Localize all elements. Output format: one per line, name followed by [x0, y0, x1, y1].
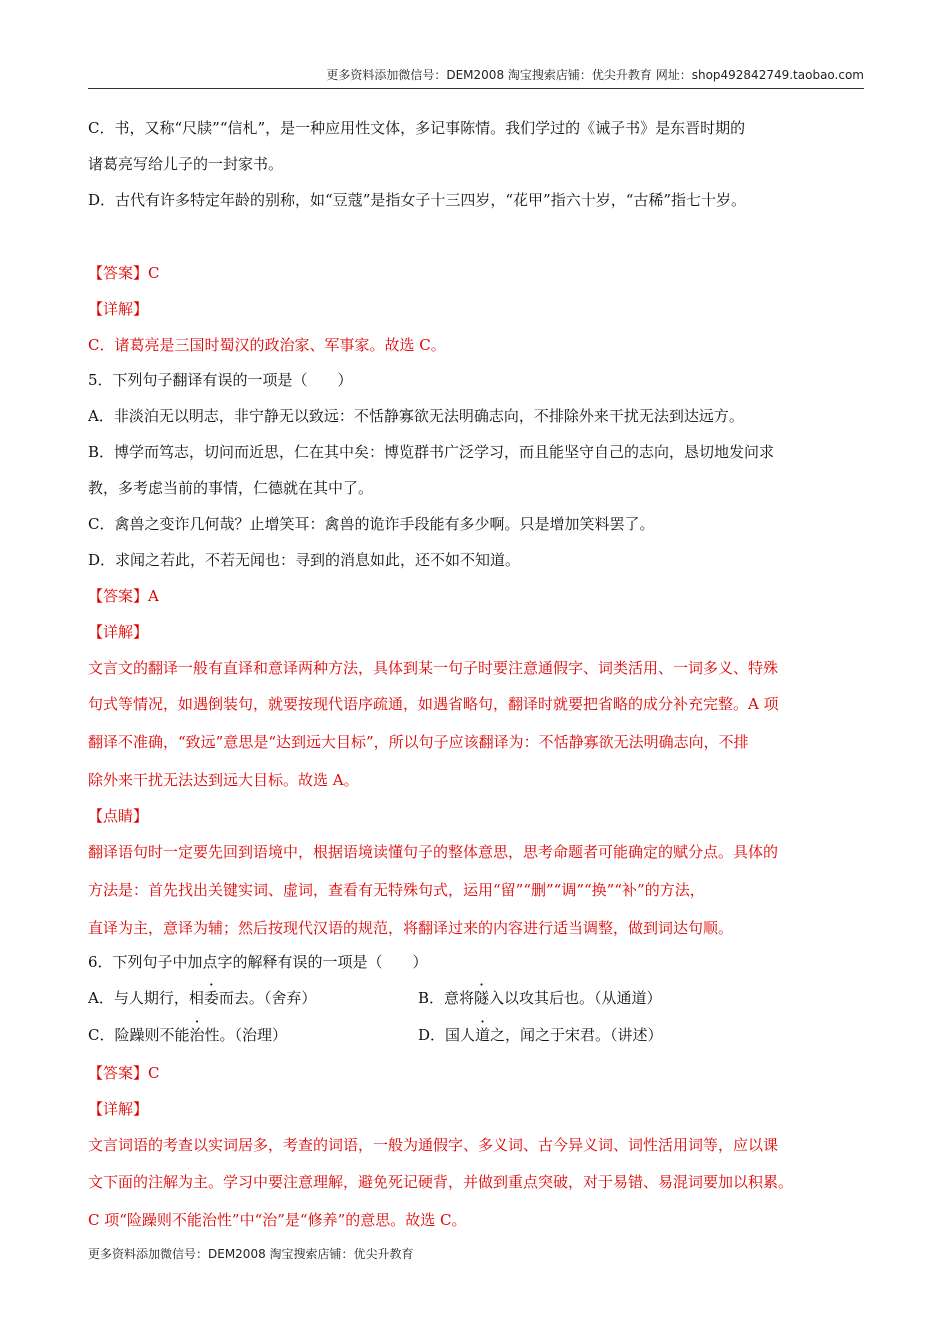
q5-detail-line4: 除外来干扰无法达到远大目标。故选 A。 — [88, 771, 359, 789]
q5-detail-line2: 句式等情况，如遇倒装句，就要按现代语序疏通，如遇省略句，翻译时就要把省略的成分补充完整。A 项 — [88, 695, 779, 713]
q4-answer: 【答案】C — [88, 264, 160, 282]
q5-detail-line3: 翻译不准确，“致远”意思是“达到远大目标”，所以句子应该翻译为：不恬静寡欲无法明确志向，不排 — [88, 733, 749, 751]
q6-options-row1 — [88, 987, 868, 1009]
dotted-char-b: 隧 — [474, 989, 490, 1007]
q5-option-d: D．求闻之若此，不若无闻也：寻到的消息如此，还不如不知道。 — [88, 551, 521, 569]
q4-detail-label: 【详解】 — [88, 300, 149, 318]
q5-option-b-line2: 教，多考虑当前的事情，仁德就在其中了。 — [88, 479, 374, 497]
q5-option-a: A．非淡泊无以明志，非宁静无以致远：不恬静寡欲无法明确志向，不排除外来干扰无法到达远方。 — [88, 407, 744, 425]
q4-option-c-line2: 诸葛亮写给儿子的一封家书。 — [88, 155, 284, 173]
q5-answer: 【答案】A — [88, 587, 159, 605]
q5-tip-line1: 翻译语句时一定要先回到语境中，根据语境读懂句子的整体意思，思考命题者可能确定的赋分点。具体的 — [88, 843, 779, 861]
q6-option-c: C．险躁则不能治性。（治理） — [88, 1026, 288, 1044]
q6-detail-line1: 文言词语的考查以实词居多，考查的词语，一般为通假字、多义词、古今异义词、词性活用词等，应以课 — [88, 1136, 779, 1154]
q6-detail-line2: 文下面的注解为主。学习中要注意理解，避免死记硬背，并做到重点突破，对于易错、易混词要加以积累。 — [88, 1173, 794, 1191]
page-header: 更多资料添加微信号：DEM2008 淘宝搜索店铺：优尖升教育 网址：shop492842749.taobao.com — [88, 66, 864, 89]
q5-detail-line1: 文言文的翻译一般有直译和意译两种方法，具体到某一句子时要注意通假字、词类活用、一词多义、特殊 — [88, 659, 779, 677]
q6-option-a: A．与人期行，相委而去。（舍弃） — [88, 989, 317, 1007]
q5-question: 5．下列句子翻译有误的一项是（ ） — [88, 371, 353, 389]
dotted-char-a: 委 — [203, 989, 219, 1007]
q6-option-d: D．国人道之，闻之于宋君。（讲述） — [418, 1026, 663, 1044]
page-footer: 更多资料添加微信号：DEM2008 淘宝搜索店铺：优尖升教育 — [88, 1247, 414, 1261]
dotted-char-d: 道 — [475, 1026, 491, 1044]
q6-detail-line3: C 项“险躁则不能治性”中“治”是“修养”的意思。故选 C。 — [88, 1211, 467, 1229]
q5-option-b-line1: B．博学而笃志，切问而近思，仁在其中矣：博览群书广泛学习，而且能坚守自己的志向，恳切地发问求 — [88, 443, 775, 461]
q4-detail-text: C．诸葛亮是三国时蜀汉的政治家、军事家。故选 C。 — [88, 336, 446, 354]
q4-option-c-line1: C．书，又称“尺牍”“信札”，是一种应用性文体，多记事陈情。我们学过的《诫子书》是东晋时期的 — [88, 119, 746, 137]
q6-options-row2 — [88, 1024, 868, 1046]
q6-answer: 【答案】C — [88, 1064, 160, 1082]
q5-tip-label: 【点睛】 — [88, 807, 149, 825]
q5-detail-label: 【详解】 — [88, 623, 149, 641]
q6-option-b: B．意将隧入以攻其后也。（从通道） — [418, 989, 662, 1007]
q6-question: 6．下列句子中加点字的解释有误的一项是（ ） — [88, 953, 428, 971]
q5-option-c: C．禽兽之变诈几何哉？止增笑耳：禽兽的诡诈手段能有多少啊。只是增加笑料罢了。 — [88, 515, 655, 533]
q5-tip-line3: 直译为主，意译为辅；然后按现代汉语的规范，将翻译过来的内容进行适当调整，做到词达句顺。 — [88, 919, 734, 937]
q6-detail-label: 【详解】 — [88, 1100, 149, 1118]
q4-option-d: D．古代有许多特定年龄的别称，如“豆蔻”是指女子十三四岁，“花甲”指六十岁，“古稀”指七十岁。 — [88, 191, 747, 209]
q5-tip-line2: 方法是：首先找出关键实词、虚词，查看有无特殊句式，运用“留”“删”“调”“换”“补”的方法， — [88, 881, 705, 899]
dotted-char-c: 治 — [189, 1026, 205, 1044]
